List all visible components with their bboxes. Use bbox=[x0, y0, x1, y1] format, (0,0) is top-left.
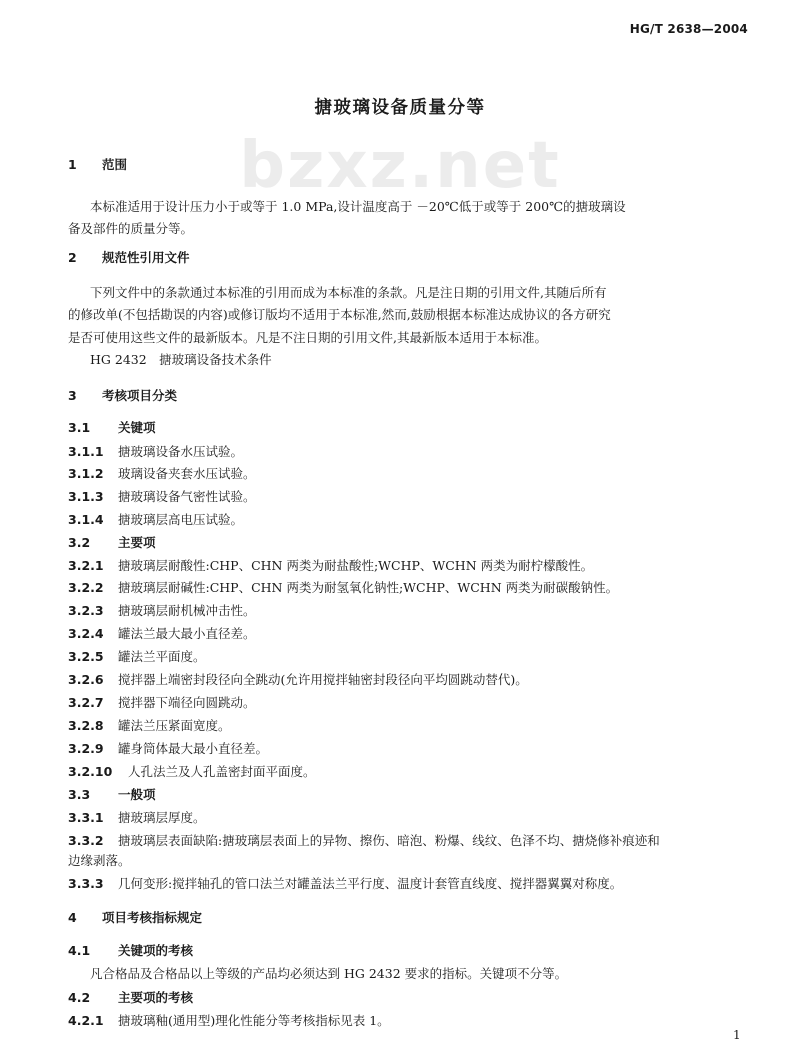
section-4-heading bbox=[68, 910, 202, 926]
clause-number: 3.2.6 bbox=[68, 672, 104, 687]
section-title: 考核项目分类 bbox=[102, 388, 178, 403]
clause-text: 搪玻璃层高电压试验。 bbox=[118, 512, 244, 527]
section-number: 2 bbox=[68, 250, 77, 265]
clause-text: 罐法兰平面度。 bbox=[118, 649, 206, 664]
clause-number: 3.2.7 bbox=[68, 695, 104, 710]
section-number: 4 bbox=[68, 910, 77, 925]
subsection-4-2 bbox=[68, 990, 193, 1006]
watermark: bzxz.net bbox=[239, 129, 561, 203]
clause-3-2-3 bbox=[68, 603, 256, 619]
clause-number: 4.2.1 bbox=[68, 1013, 104, 1028]
clause-number: 3.2.4 bbox=[68, 626, 104, 641]
clause-text: 搪玻璃设备水压试验。 bbox=[118, 444, 244, 459]
clause-3-2-1 bbox=[68, 558, 593, 574]
clause-text: 搪玻璃层耐酸性:CHP、CHN 两类为耐盐酸性;WCHP、WCHN 两类为耐柠檬酸性。 bbox=[118, 558, 594, 573]
clause-heading: 关键项的考核 bbox=[118, 943, 194, 958]
clause-3-1-4 bbox=[68, 512, 243, 528]
section-title: 范围 bbox=[102, 157, 128, 172]
clause-text: 玻璃设备夹套水压试验。 bbox=[118, 466, 256, 481]
clause-3-3-2-continued: 边缘剥落。 bbox=[68, 853, 131, 868]
paragraph-line: 凡合格品及合格品以上等级的产品均必须达到 HG 2432 要求的指标。关键项不分等。 bbox=[90, 966, 568, 981]
clause-3-1-3 bbox=[68, 489, 256, 505]
clause-heading: 一般项 bbox=[118, 787, 156, 802]
clause-text: 搪玻璃设备气密性试验。 bbox=[118, 489, 256, 504]
subsection-3-1 bbox=[68, 420, 156, 436]
clause-number: 3.1.2 bbox=[68, 466, 104, 481]
clause-number: 3.1.4 bbox=[68, 512, 104, 527]
clause-text: 搪玻璃层厚度。 bbox=[118, 810, 206, 825]
clause-heading: 关键项 bbox=[118, 420, 156, 435]
clause-3-2-2 bbox=[68, 580, 618, 596]
section-number: 3 bbox=[68, 388, 77, 403]
reference-item: HG 2432 搪玻璃设备技术条件 bbox=[90, 352, 272, 367]
clause-3-3-3 bbox=[68, 876, 622, 892]
section-title: 规范性引用文件 bbox=[102, 250, 190, 265]
clause-3-2-8 bbox=[68, 718, 231, 734]
clause-3-1-1 bbox=[68, 444, 243, 460]
clause-text: 几何变形:搅拌轴孔的管口法兰对罐盖法兰平行度、温度计套管直线度、搅拌器翼翼对称度。 bbox=[118, 876, 623, 891]
standard-code: HG/T 2638—2004 bbox=[629, 22, 748, 36]
section-title: 项目考核指标规定 bbox=[102, 910, 203, 925]
page-number: 1 bbox=[733, 1028, 741, 1042]
clause-3-2-5 bbox=[68, 649, 206, 665]
clause-heading: 主要项的考核 bbox=[118, 990, 194, 1005]
clause-number: 3.2.5 bbox=[68, 649, 104, 664]
paragraph-line: 的修改单(不包括勘误的内容)或修订版均不适用于本标准,然而,鼓励根据本标准达成协议的各方研究 bbox=[68, 307, 611, 322]
clause-text: 搅拌器下端径向圆跳动。 bbox=[118, 695, 256, 710]
clause-3-2-10 bbox=[68, 764, 316, 780]
clause-text: 罐法兰最大最小直径差。 bbox=[118, 626, 256, 641]
clause-text: 搪玻璃层耐机械冲击性。 bbox=[118, 603, 256, 618]
clause-text: 罐法兰压紧面宽度。 bbox=[118, 718, 231, 733]
clause-3-1-2 bbox=[68, 466, 256, 482]
clause-number: 3.3.3 bbox=[68, 876, 104, 891]
clause-number: 3.1.3 bbox=[68, 489, 104, 504]
clause-number: 3.1.1 bbox=[68, 444, 104, 459]
clause-number: 3.2.8 bbox=[68, 718, 104, 733]
clause-number: 4.1 bbox=[68, 943, 91, 958]
clause-number: 3.1 bbox=[68, 420, 91, 435]
clause-3-2-9 bbox=[68, 741, 268, 757]
clause-3-2-4 bbox=[68, 626, 256, 642]
clause-number: 3.2.1 bbox=[68, 558, 104, 573]
paragraph-line: 是否可使用这些文件的最新版本。凡是不注日期的引用文件,其最新版本适用于本标准。 bbox=[68, 330, 547, 345]
subsection-4-1 bbox=[68, 943, 193, 959]
section-number: 1 bbox=[68, 157, 77, 172]
clause-text: 人孔法兰及人孔盖密封面平面度。 bbox=[128, 764, 316, 779]
clause-3-2-7 bbox=[68, 695, 256, 711]
clause-number: 3.2.10 bbox=[68, 764, 113, 779]
clause-number: 3.2.9 bbox=[68, 741, 104, 756]
clause-number: 3.3.2 bbox=[68, 833, 104, 848]
clause-heading: 主要项 bbox=[118, 535, 156, 550]
clause-3-3-2 bbox=[68, 833, 660, 849]
clause-number: 3.3 bbox=[68, 787, 91, 802]
clause-number: 3.2 bbox=[68, 535, 91, 550]
clause-text: 罐身筒体最大最小直径差。 bbox=[118, 741, 269, 756]
subsection-3-3 bbox=[68, 787, 156, 803]
paragraph-line: 本标准适用于设计压力小于或等于 1.0 MPa,设计温度高于 －20℃低于或等于 200℃的搪玻璃设 bbox=[90, 199, 626, 214]
clause-number: 3.3.1 bbox=[68, 810, 104, 825]
page-title: 搪玻璃设备质量分等 bbox=[314, 98, 486, 118]
clause-number: 4.2 bbox=[68, 990, 91, 1005]
subsection-3-2 bbox=[68, 535, 156, 551]
clause-text: 搪玻璃层耐碱性:CHP、CHN 两类为耐氢氧化钠性;WCHP、WCHN 两类为耐碳酸钠性。 bbox=[118, 580, 619, 595]
section-2-heading bbox=[68, 250, 190, 266]
clause-text: 搪玻璃层表面缺陷:搪玻璃层表面上的异物、擦伤、暗泡、粉爆、线纹、色泽不均、搪烧修补痕迹和 bbox=[118, 833, 660, 848]
clause-3-3-1 bbox=[68, 810, 206, 826]
clause-3-2-6 bbox=[68, 672, 528, 688]
section-3-heading bbox=[68, 388, 177, 404]
section-1-heading bbox=[68, 157, 127, 173]
paragraph-line: 备及部件的质量分等。 bbox=[68, 221, 194, 236]
clause-4-2-1 bbox=[68, 1013, 390, 1029]
clause-text: 搅拌器上端密封段径向全跳动(允许用搅拌轴密封段径向平均圆跳动替代)。 bbox=[118, 672, 528, 687]
paragraph-line: 下列文件中的条款通过本标准的引用而成为本标准的条款。凡是注日期的引用文件,其随后所有 bbox=[90, 285, 607, 300]
clause-number: 3.2.3 bbox=[68, 603, 104, 618]
clause-number: 3.2.2 bbox=[68, 580, 104, 595]
clause-text: 搪玻璃釉(通用型)理化性能分等考核指标见表 1。 bbox=[118, 1013, 390, 1028]
